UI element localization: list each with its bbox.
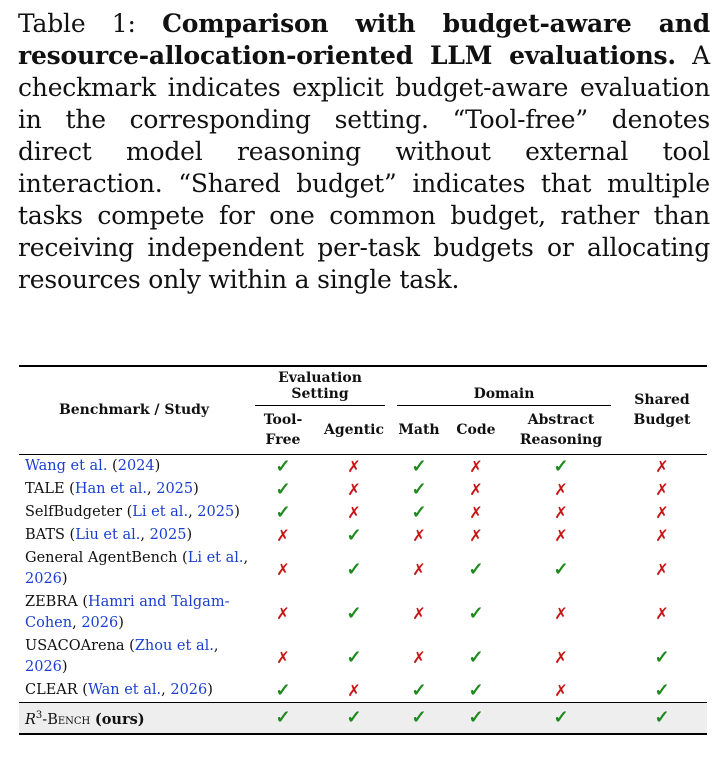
- benchmark-name: General AgentBench (Li et al., 2026): [25, 550, 249, 587]
- ours-row: [19, 702, 707, 734]
- check-mark: ✓: [275, 679, 291, 701]
- col-abstract-reasoning: Abstract Reasoning: [519, 411, 603, 448]
- citation-link[interactable]: Zhou et al.: [134, 638, 214, 654]
- benchmark-name: USACOArena (Zhou et al., 2026): [25, 638, 219, 675]
- col-math: Math: [398, 421, 440, 438]
- check-mark: ✓: [275, 479, 291, 500]
- cross-mark: ✗: [347, 680, 361, 700]
- citation-year-link[interactable]: 2026: [170, 681, 208, 698]
- cross-mark: ✗: [276, 559, 290, 579]
- check-mark: ✓: [346, 558, 362, 580]
- group-eval-setting: Evaluation Setting: [249, 366, 391, 406]
- cross-mark: ✗: [469, 526, 483, 545]
- table-row: [19, 454, 707, 478]
- table-row: [19, 591, 707, 635]
- citation-link[interactable]: Hamri and Talgam-Cohen: [25, 594, 230, 631]
- cross-mark: ✗: [655, 526, 669, 545]
- cross-mark: ✗: [469, 480, 483, 499]
- citation-year-link[interactable]: 2025: [156, 481, 194, 497]
- check-mark: ✓: [411, 679, 427, 701]
- comparison-table: [19, 365, 707, 735]
- check-mark: ✓: [346, 525, 362, 546]
- col-agentic: Agentic: [323, 421, 385, 438]
- check-mark: ✓: [553, 455, 569, 477]
- benchmark-name: BATS (Liu et al., 2025): [25, 527, 193, 543]
- check-mark: ✓: [468, 679, 484, 701]
- ours-mark: ✓: [275, 707, 291, 729]
- citation-year-link[interactable]: 2026: [81, 615, 119, 631]
- cross-mark: ✗: [276, 526, 290, 545]
- cross-mark: ✗: [347, 456, 361, 476]
- check-mark: ✓: [275, 502, 291, 523]
- cross-mark: ✗: [412, 526, 426, 545]
- col-shared-budget: Shared Budget: [633, 392, 691, 429]
- cross-mark: ✗: [655, 456, 669, 476]
- citation-link[interactable]: Li et al.: [132, 504, 189, 520]
- caption-title: Comparison with budget-aware and resource-allocation-oriented LLM evaluations.: [18, 9, 711, 70]
- citation-link[interactable]: Wang et al.: [25, 457, 108, 474]
- cross-mark: ✗: [554, 680, 568, 700]
- check-mark: ✓: [553, 558, 569, 580]
- citation-link[interactable]: Han et al.: [74, 481, 147, 497]
- citation-year-link[interactable]: 2024: [117, 457, 155, 474]
- cross-mark: ✗: [412, 647, 426, 667]
- caption-body: A checkmark indicates explicit budget-aware evaluation in the corresponding setting. “Tool-free” denotes direct model reasoning without external tool interaction. “Shared budget” indicates that multiple tasks compete for one common budget, rather than receiving independent per-task budgets or allocating resources only within a single task.: [18, 41, 711, 294]
- check-mark: ✓: [468, 558, 484, 580]
- check-mark: ✓: [411, 479, 427, 500]
- table-caption: [18, 8, 710, 296]
- cross-mark: ✗: [554, 526, 568, 545]
- benchmark-name: Wang et al. (2024): [25, 457, 161, 474]
- cross-mark: ✗: [347, 480, 361, 499]
- table-row: [19, 524, 707, 547]
- cross-mark: ✗: [469, 456, 483, 476]
- cross-mark: ✗: [554, 503, 568, 522]
- cross-mark: ✗: [412, 603, 426, 623]
- col-tool-free: Tool- Free: [263, 411, 303, 448]
- benchmark-name: CLEAR (Wan et al., 2026): [25, 681, 213, 698]
- benchmark-name: ZEBRA (Hamri and Talgam-Cohen, 2026): [25, 594, 230, 631]
- table-row: [19, 501, 707, 524]
- cross-mark: ✗: [276, 647, 290, 667]
- table-row: [19, 635, 707, 679]
- benchmark-name: TALE (Han et al., 2025): [25, 481, 199, 497]
- citation-link[interactable]: Liu et al.: [75, 527, 141, 543]
- benchmark-name: SelfBudgeter (Li et al., 2025): [25, 504, 240, 520]
- check-mark: ✓: [411, 502, 427, 523]
- check-mark: ✓: [275, 455, 291, 477]
- citation-year-link[interactable]: 2026: [25, 659, 62, 675]
- check-mark: ✓: [346, 646, 362, 668]
- cross-mark: ✗: [655, 480, 669, 499]
- cross-mark: ✗: [655, 503, 669, 522]
- ours-mark: ✓: [654, 707, 670, 729]
- cross-mark: ✗: [554, 480, 568, 499]
- citation-year-link[interactable]: 2025: [149, 527, 187, 543]
- check-mark: ✓: [468, 646, 484, 668]
- cross-mark: ✗: [554, 647, 568, 667]
- citation-link[interactable]: Wan et al.: [87, 681, 162, 698]
- check-mark: ✓: [654, 679, 670, 701]
- ours-mark: ✓: [411, 707, 427, 729]
- check-mark: ✓: [411, 455, 427, 477]
- ours-mark: ✓: [553, 707, 569, 729]
- col-benchmark: Benchmark / Study: [58, 402, 210, 419]
- ours-label: $R^3$-Bench (ours): [25, 709, 145, 728]
- ours-mark: ✓: [346, 707, 362, 729]
- caption-label: Table 1:: [18, 9, 136, 38]
- cross-mark: ✗: [655, 559, 669, 579]
- ours-mark: ✓: [468, 707, 484, 729]
- table-row: [19, 679, 707, 702]
- cross-mark: ✗: [655, 603, 669, 623]
- cross-mark: ✗: [469, 503, 483, 522]
- table-row: [19, 478, 707, 501]
- cross-mark: ✗: [347, 503, 361, 522]
- group-domain: Domain: [391, 366, 617, 406]
- check-mark: ✓: [654, 646, 670, 668]
- citation-year-link[interactable]: 2026: [25, 571, 62, 587]
- citation-year-link[interactable]: 2025: [197, 504, 235, 520]
- col-code: Code: [456, 421, 496, 438]
- table-row: [19, 547, 707, 591]
- check-mark: ✓: [468, 602, 484, 624]
- cross-mark: ✗: [276, 603, 290, 623]
- table-body: [19, 454, 707, 702]
- cross-mark: ✗: [412, 559, 426, 579]
- check-mark: ✓: [346, 602, 362, 624]
- citation-link[interactable]: Li et al.: [187, 550, 244, 566]
- cross-mark: ✗: [554, 603, 568, 623]
- comparison-table-wrapper: [19, 365, 707, 735]
